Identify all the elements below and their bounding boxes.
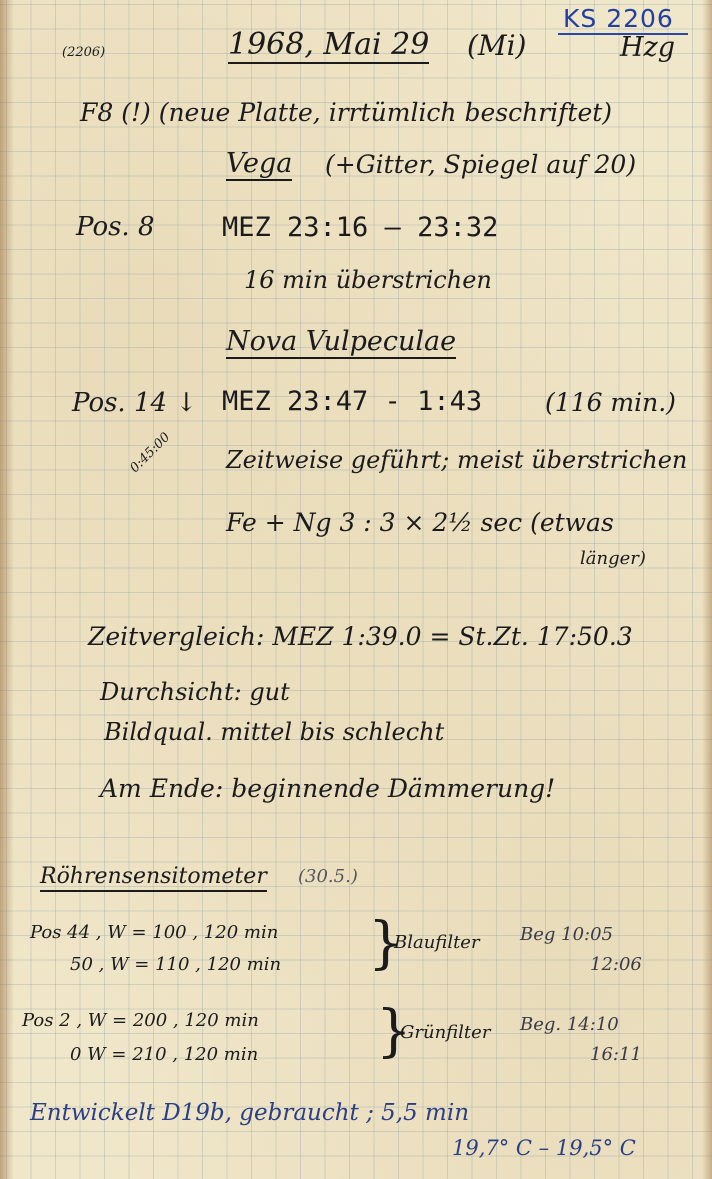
image-quality: Bildqual. mittel bis schlecht: [104, 718, 445, 746]
nova-exposure-cont: länger): [580, 548, 646, 569]
plate-reference: (2206): [62, 45, 106, 60]
sensitometer-date: (30.5.): [298, 866, 358, 887]
target-vega: Vega: [226, 148, 293, 179]
end-note: Am Ende: beginnende Dämmerung!: [100, 774, 556, 803]
vega-note-2: 16 min überstrichen: [244, 266, 492, 294]
entry-date: 1968, Mai 29: [228, 27, 430, 62]
nova-duration: (116 min.): [545, 388, 676, 417]
page-edge-left: [0, 0, 14, 1179]
observer-initials: Hzg: [620, 32, 676, 63]
nova-guiding-note: Zeitweise geführt; meist überstrichen: [226, 446, 688, 474]
plate-line: F8 (!) (neue Platte, irrtümlich beschriftet): [80, 98, 613, 127]
blue-end: 12:06: [590, 954, 642, 975]
page-edge-right: [702, 0, 712, 1179]
green-begin: Beg. 14:10: [520, 1014, 619, 1035]
time-comparison: Zeitvergleich: MEZ 1:39.0 = St.Zt. 17:50.3: [88, 622, 633, 651]
blue-filter-label: Blaufilter: [394, 932, 480, 953]
blue-brace: }: [368, 911, 404, 976]
blue-row-1: Pos 44 , W = 100 , 120 min: [30, 922, 279, 943]
target-nova: Nova Vulpeculae: [226, 326, 457, 357]
sensitometer-title: Röhrensensitometer: [40, 866, 267, 892]
green-row-2: 0 W = 210 , 120 min: [70, 1044, 259, 1065]
green-brace: }: [376, 999, 412, 1064]
vega-note: (+Gitter, Spiegel auf 20): [325, 150, 637, 179]
blue-row-2: 50 , W = 110 , 120 min: [70, 954, 282, 975]
nova-time: MEZ 23:47 - 1:43: [222, 386, 483, 417]
development-line-1: Entwickelt D19b, gebraucht ; 5,5 min: [30, 1100, 470, 1126]
nova-side-note: 0:45:00: [127, 429, 174, 476]
green-end: 16:11: [590, 1044, 642, 1065]
development-line-2: 19,7° C – 19,5° C: [452, 1136, 636, 1160]
entry-weekday: (Mi): [467, 29, 527, 62]
green-filter-label: Grünfilter: [400, 1022, 491, 1043]
vega-time: MEZ 23:16 — 23:32: [222, 212, 499, 243]
blue-begin: Beg 10:05: [520, 924, 613, 945]
vega-position: Pos. 8: [76, 212, 155, 242]
transparency: Durchsicht: gut: [100, 678, 290, 706]
green-row-1: Pos 2 , W = 200 , 120 min: [22, 1010, 259, 1031]
archive-stamp: KS 2206: [563, 4, 674, 33]
nova-exposure: Fe + Ng 3 : 3 × 2½ sec (etwas: [226, 508, 614, 537]
nova-position: Pos. 14 ↓: [72, 388, 198, 418]
